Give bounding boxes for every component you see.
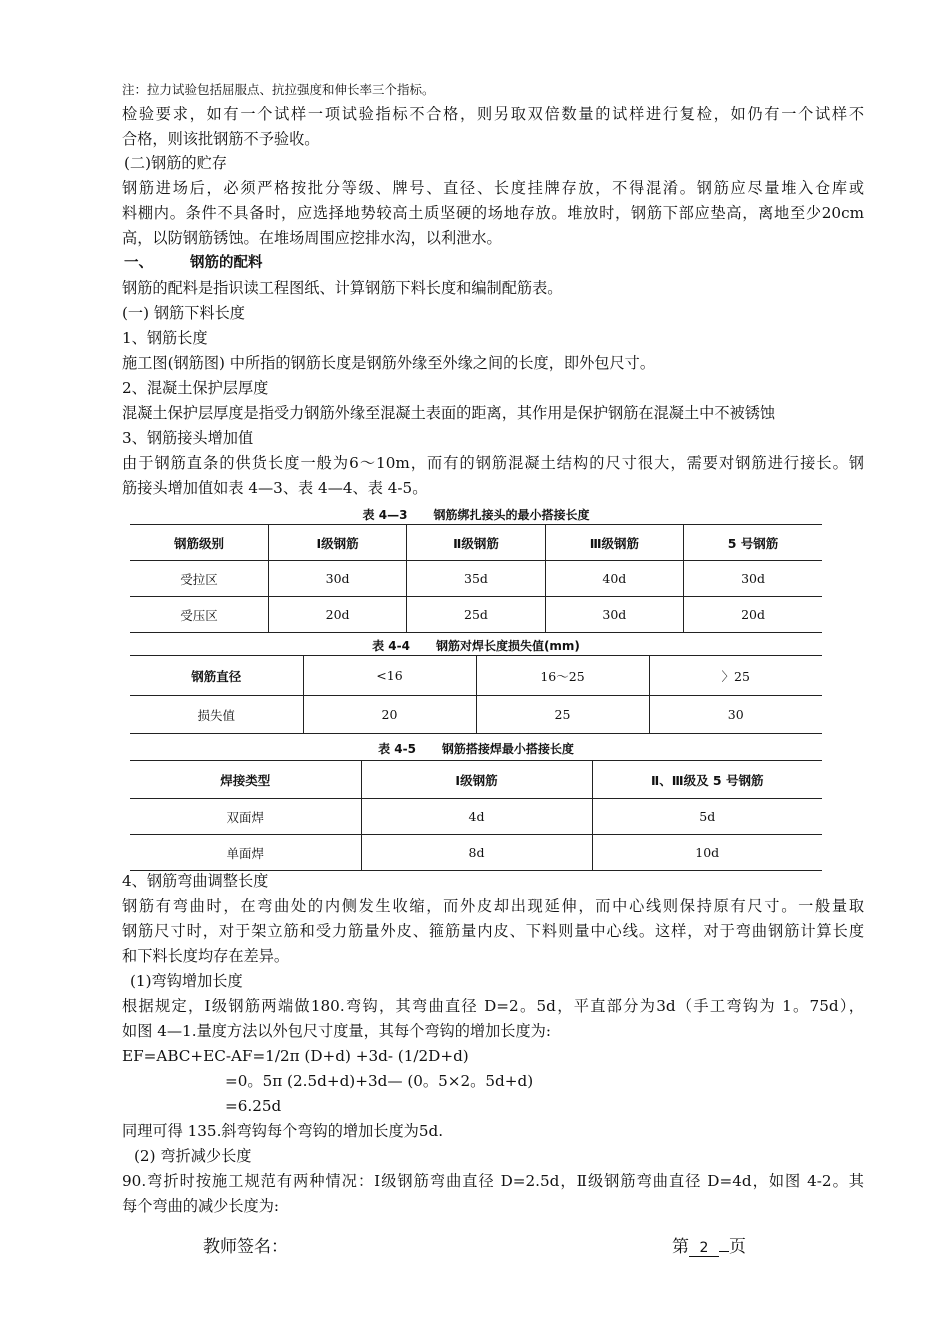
paragraph-line: 同理可得 135.斜弯钩每个弯钩的增加长度为5d. [122, 1122, 444, 1140]
table-lap-length [130, 524, 822, 633]
page-suffix: 页 [729, 1237, 746, 1257]
table-cell: 35d [407, 561, 545, 597]
table-caption [130, 638, 822, 654]
paragraph-line: 料棚内。条件不具备时，应选择地势较高土质坚硬的场地存放。堆放时，钢筋下部应垫高，离地至少20cm [122, 204, 864, 222]
table-caption [130, 741, 822, 757]
table-title: 钢筋对焊长度损失值(mm) [435, 639, 580, 653]
table-header-cell: 焊接类型 [130, 761, 361, 799]
table-cell: 单面焊 [130, 835, 361, 871]
paragraph-line: 每个弯曲的减少长度为: [122, 1197, 279, 1215]
table-number: 表 4—3 [362, 508, 408, 522]
table-number: 表 4-5 [378, 742, 416, 756]
table-cell: 40d [545, 561, 683, 597]
table-header-row [130, 761, 822, 799]
formula-line: =6.25d [225, 1097, 282, 1115]
subsection-heading: 4、钢筋弯曲调整长度 [122, 872, 269, 890]
table-header-cell: 〉25 [649, 656, 822, 696]
table-header-cell: 钢筋直径 [130, 656, 303, 696]
paragraph-line: 和下料长度均存在差异。 [122, 947, 290, 965]
note-text: 注：拉力试验包括屈服点、抗拉强度和伸长率三个指标。 [122, 82, 435, 97]
chapter-number: 一、 [124, 255, 153, 271]
paragraph-line: 混凝土保护层厚度是指受力钢筋外缘至混凝土表面的距离，其作用是保护钢筋在混凝土中不被锈蚀 [122, 404, 776, 422]
section-heading: (一) 钢筋下料长度 [122, 304, 245, 322]
table-lap-weld [130, 760, 822, 871]
chapter-title: 钢筋的配料 [190, 255, 263, 271]
paragraph-line: 施工图(钢筋图) 中所指的钢筋长度是钢筋外缘至外缘之间的长度，即外包尺寸。 [122, 354, 656, 372]
subsection-heading: 1、钢筋长度 [122, 329, 208, 347]
paragraph-line: 90.弯折时按施工规范有两种情况：Ⅰ级钢筋弯曲直径 D=2.5d，Ⅱ级钢筋弯曲直径 D=4d，如图 4-2。其 [122, 1172, 864, 1190]
table-cell: 30d [268, 561, 406, 597]
page-indicator [672, 1232, 746, 1257]
paragraph-line: 检验要求，如有一个试样一项试验指标不合格，则另取双倍数量的试样进行复检，如仍有一个试样不 [122, 105, 864, 123]
paragraph-line: 筋接头增加值如表 4—3、表 4—4、表 4-5。 [122, 479, 428, 497]
table-cell: 20 [303, 696, 476, 734]
table-header-cell: 钢筋级别 [130, 525, 268, 561]
table-cell: 25 [476, 696, 649, 734]
page-prefix: 第 [672, 1237, 689, 1257]
table-header-cell: Ⅰ级钢筋 [361, 761, 592, 799]
table-row [130, 835, 822, 871]
table-number: 表 4-4 [372, 639, 410, 653]
subsection-heading: (1)弯钩增加长度 [130, 972, 243, 990]
table-cell: 损失值 [130, 696, 303, 734]
table-title: 钢筋搭接焊最小搭接长度 [441, 742, 574, 756]
subsection-heading: (2) 弯折减少长度 [134, 1147, 252, 1165]
paragraph-line: 钢筋进场后，必须严格按批分等级、牌号、直径、长度挂牌存放，不得混淆。钢筋应尽量堆入仓库或 [122, 179, 864, 197]
table-row [130, 597, 822, 633]
paragraph-line: 钢筋尺寸时，对于架立筋和受力筋量外皮、箍筋量内皮、下料则量中心线。这样，对于弯曲钢筋计算长度 [122, 922, 864, 940]
page-underline [719, 1251, 729, 1252]
paragraph-line: 根据规定，Ⅰ级钢筋两端做180.弯钩，其弯曲直径 D=2。5d，平直部分为3d（手工弯钩为 1。75d）， [122, 997, 864, 1015]
signature-label: 教师签名： [203, 1237, 288, 1257]
table-cell: 双面焊 [130, 799, 361, 835]
table-cell: 8d [361, 835, 592, 871]
table-cell: 25d [407, 597, 545, 633]
section-heading: (二)钢筋的贮存 [124, 154, 227, 172]
table-title: 钢筋绑扎接头的最小搭接长度 [433, 508, 590, 522]
table-cell: 30d [545, 597, 683, 633]
paragraph-line: 由于钢筋直条的供货长度一般为6～10m，而有的钢筋混凝土结构的尺寸很大，需要对钢筋进行接长。钢 [122, 454, 864, 472]
page-number: 2 [689, 1240, 719, 1257]
table-header-row [130, 525, 822, 561]
subsection-heading: 3、钢筋接头增加值 [122, 429, 254, 447]
table-butt-weld-loss [130, 655, 822, 734]
table-cell: 20d [268, 597, 406, 633]
table-cell: 30 [649, 696, 822, 734]
paragraph-line: 高，以防钢筋锈蚀。在堆场周围应挖排水沟，以利泄水。 [122, 229, 502, 247]
formula-line: EF=ABC+EC-AF=1/2π (D+d) +3d- (1/2D+d) [122, 1047, 469, 1065]
table-header-cell: 5 号钢筋 [684, 525, 822, 561]
table-cell: 受拉区 [130, 561, 268, 597]
table-header-cell: Ⅱ级钢筋 [407, 525, 545, 561]
table-header-cell: <16 [303, 656, 476, 696]
table-header-row [130, 656, 822, 696]
table-header-cell: Ⅲ级钢筋 [545, 525, 683, 561]
table-cell: 10d [592, 835, 822, 871]
table-cell: 20d [684, 597, 822, 633]
table-row [130, 696, 822, 734]
subsection-heading: 2、混凝土保护层厚度 [122, 379, 269, 397]
formula-line: =0。5π (2.5d+d)+3d— (0。5×2。5d+d) [225, 1072, 534, 1090]
table-cell: 4d [361, 799, 592, 835]
table-header-cell: Ⅱ、Ⅲ级及 5 号钢筋 [592, 761, 822, 799]
table-header-cell: Ⅰ级钢筋 [268, 525, 406, 561]
table-cell: 受压区 [130, 597, 268, 633]
paragraph-line: 钢筋的配料是指识读工程图纸、计算钢筋下料长度和编制配筋表。 [122, 279, 563, 297]
table-caption [130, 507, 822, 523]
paragraph-line: 如图 4—1.量度方法以外包尺寸度量，其每个弯钩的增加长度为: [122, 1022, 551, 1040]
table-cell: 5d [592, 799, 822, 835]
table-cell: 30d [684, 561, 822, 597]
table-header-cell: 16～25 [476, 656, 649, 696]
paragraph-line: 钢筋有弯曲时，在弯曲处的内侧发生收缩，而外皮却出现延伸，而中心线则保持原有尺寸。一般量取 [122, 897, 864, 915]
table-row [130, 561, 822, 597]
table-row [130, 799, 822, 835]
paragraph-line: 合格，则该批钢筋不予验收。 [122, 130, 320, 148]
